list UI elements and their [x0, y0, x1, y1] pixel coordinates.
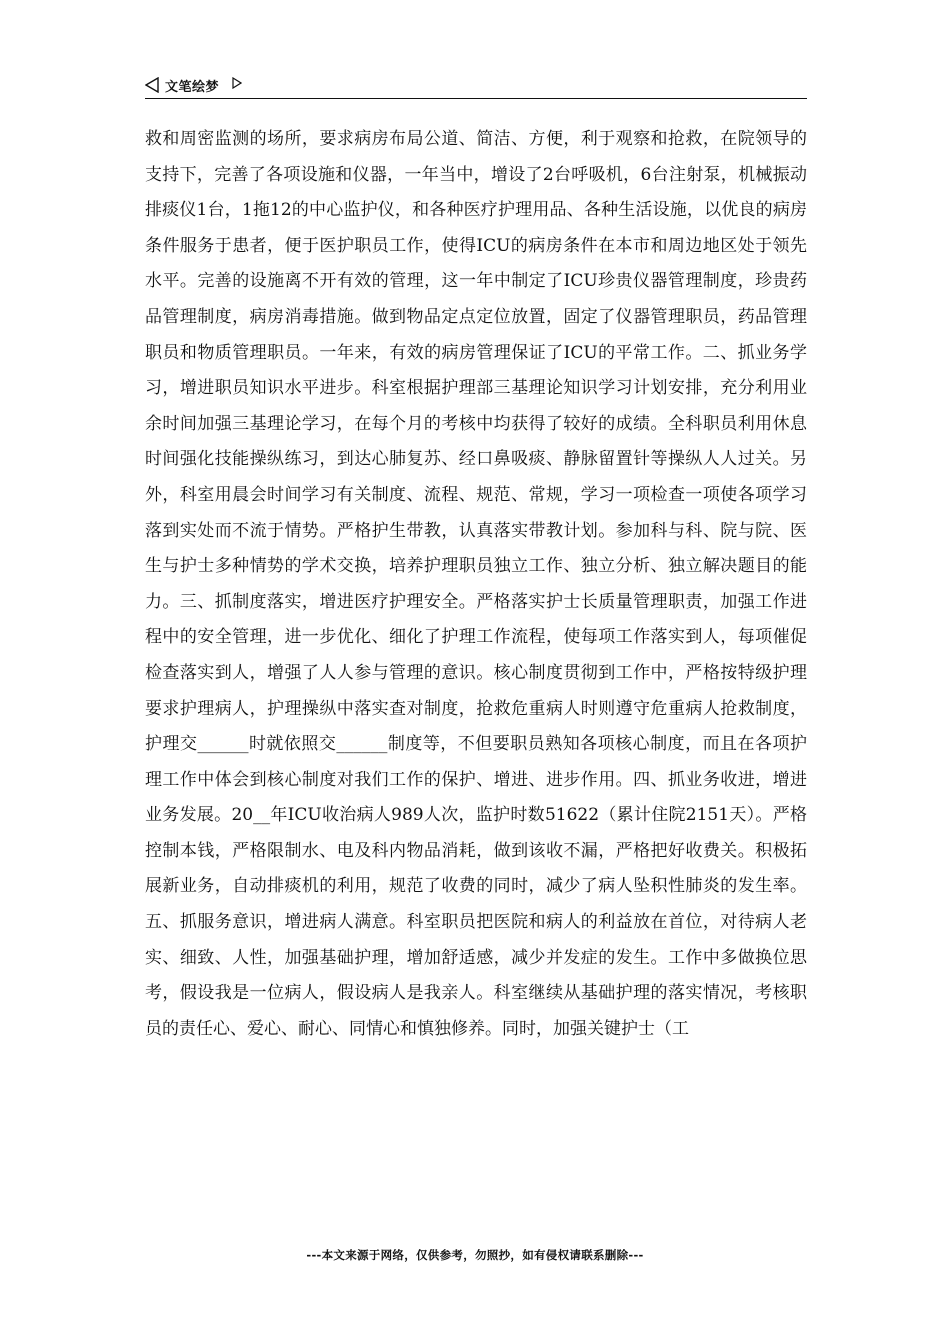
header-brand: 文笔绘梦 [165, 80, 220, 95]
right-triangle-icon [232, 77, 242, 89]
body-paragraph: 救和周密监测的场所，要求病房布局公道、简洁、方便，利于观察和抢救，在院领导的支持下，完善了各项设施和仪器，一年当中，增设了2台呼吸机，6台注射泵，机械振动排痰仪1台，1拖12的中心监护仪，和各种医疗护理用品、各种生活设施，以优良的病房条件服务于患者，便于医护职员工作，使得ICU的病房条件在本市和周边地区处于领先水平。完善的设施离不开有效的管理，这一年中制定了ICU珍贵仪器管理制度，珍贵药品管理制度，病房消毒措施。做到物品定点定位放置，固定了仪器管理职员，药品管理职员和物质管理职员。一年来，有效的病房管理保证了ICU的平常工作。二、抓业务学习，增进职员知识水平进步。科室根据护理部三基理论知识学习计划安排，充分利用业余时间加强三基理论学习，在每个月的考核中均获得了较好的成绩。全科职员利用休息时间强化技能操纵练习，到达心肺复苏、经口鼻吸痰、静脉留置针等操纵人人过关。另外，科室用晨会时间学习有关制度、流程、规范、常规，学习一项检查一项使各项学习落到实处而不流于情势。严格护生带教，认真落实带教计划。参加科与科、院与院、医生与护士多种情势的学术交换，培养护理职员独立工作、独立分析、独立解决题目的能力。三、抓制度落实，增进医疗护理安全。严格落实护士长质量管理职责，加强工作进程中的安全管理，进一步优化、细化了护理工作流程，使每项工作落实到人，每项催促检查落实到人，增强了人人参与管理的意识。核心制度贯彻到工作中，严格按特级护理要求护理病人，护理操纵中落实查对制度，抢救危重病人时则遵守危重病人抢救制度，护理交______时就依照交______制度等，不但要职员熟知各项核心制度，而且在各项护理工作中体会到核心制度对我们工作的保护、增进、进步作用。四、抓业务收进，增进业务发展。20__年ICU收治病人989人次，监护时数51622（累计住院2151天）。严格控制本钱，严格限制水、电及科内物品消耗，做到该收不漏，严格把好收费关。积极拓展新业务，自动排痰机的利用，规范了收费的同时，减少了病人坠积性肺炎的发生率。五、抓服务意识，增进病人满意。科室职员把医院和病人的利益放在首位，对待病人老实、细致、人性，加强基础护理，增加舒适感，减少并发症的发生。工作中多做换位思考，假设我是一位病人，假设病人是我亲人。科室继续从基础护理的落实情况，考核职员的责任心、爱心、耐心、同情心和慎独修养。同时，加强关键护士（工 [145, 129, 807, 1039]
footer-notice: ---本文来源于网络，仅供参考，勿照抄，如有侵权请联系删除--- [306, 1248, 644, 1262]
page-header [145, 72, 807, 99]
left-triangle-icon [145, 77, 159, 93]
